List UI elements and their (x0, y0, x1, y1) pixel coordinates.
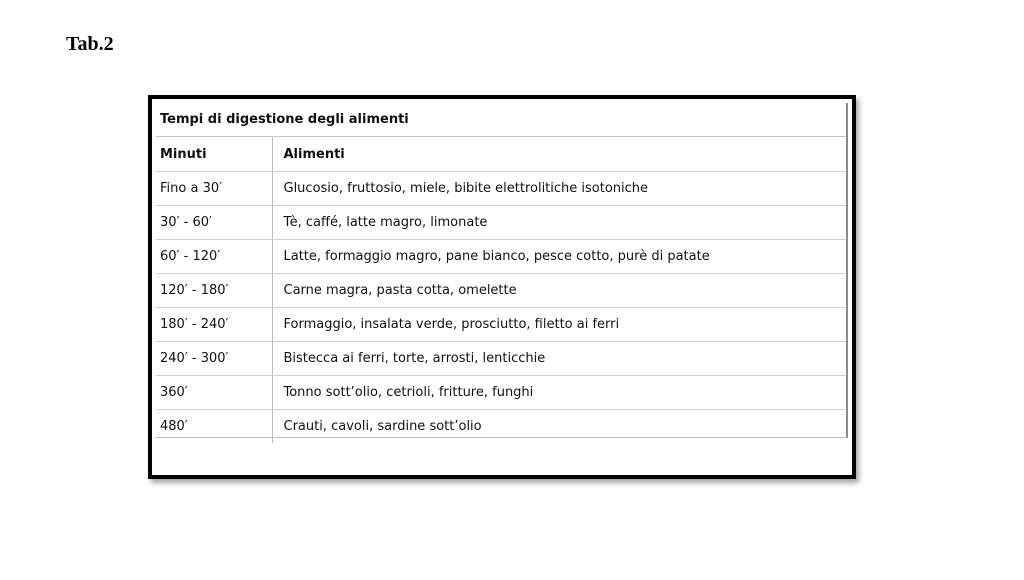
foods-cell: Crauti, cavoli, sardine sott’olio (283, 419, 482, 434)
table-row (156, 342, 846, 376)
table-row (156, 172, 846, 206)
minutes-cell: 240′ - 300′ (156, 342, 272, 376)
foods-cell: Glucosio, fruttosio, miele, bibite elettrolitiche isotoniche (272, 172, 846, 206)
foods-cell: Tè, caffé, latte magro, limonate (272, 206, 846, 240)
minutes-cell: 30′ - 60′ (156, 206, 272, 240)
table-row (156, 308, 846, 342)
column-header-foods: Alimenti (272, 137, 846, 172)
foods-cell: Bistecca ai ferri, torte, arrosti, lenticchie (272, 342, 846, 376)
table-row (156, 240, 846, 274)
foods-cell: Latte, formaggio magro, pane bianco, pesce cotto, purè di patate (272, 240, 846, 274)
foods-cell: Tonno sott’olio, cetrioli, fritture, funghi (272, 376, 846, 410)
digestion-table (156, 103, 848, 438)
table-row (156, 206, 846, 240)
minutes-cell: 180′ - 240′ (156, 308, 272, 342)
foods-cell: Carne magra, pasta cotta, omelette (272, 274, 846, 308)
minutes-cell: 120′ - 180′ (156, 274, 272, 308)
document-label: Tab.2 (66, 33, 114, 55)
column-header-minutes: Minuti (156, 137, 272, 172)
data-table (156, 137, 846, 443)
minutes-cell: 480′ (156, 410, 272, 444)
minutes-cell: Fino a 30′ (156, 172, 272, 206)
minutes-cell: 360′ (156, 376, 272, 410)
digestion-table-frame (148, 95, 856, 479)
table-caption: Tempi di digestione degli alimenti (156, 103, 846, 137)
foods-cell: Formaggio, insalata verde, prosciutto, filetto ai ferri (272, 308, 846, 342)
table-row (156, 376, 846, 410)
table-row (156, 274, 846, 308)
header-row (156, 137, 846, 172)
table-row (156, 410, 846, 444)
minutes-cell: 60′ - 120′ (156, 240, 272, 274)
